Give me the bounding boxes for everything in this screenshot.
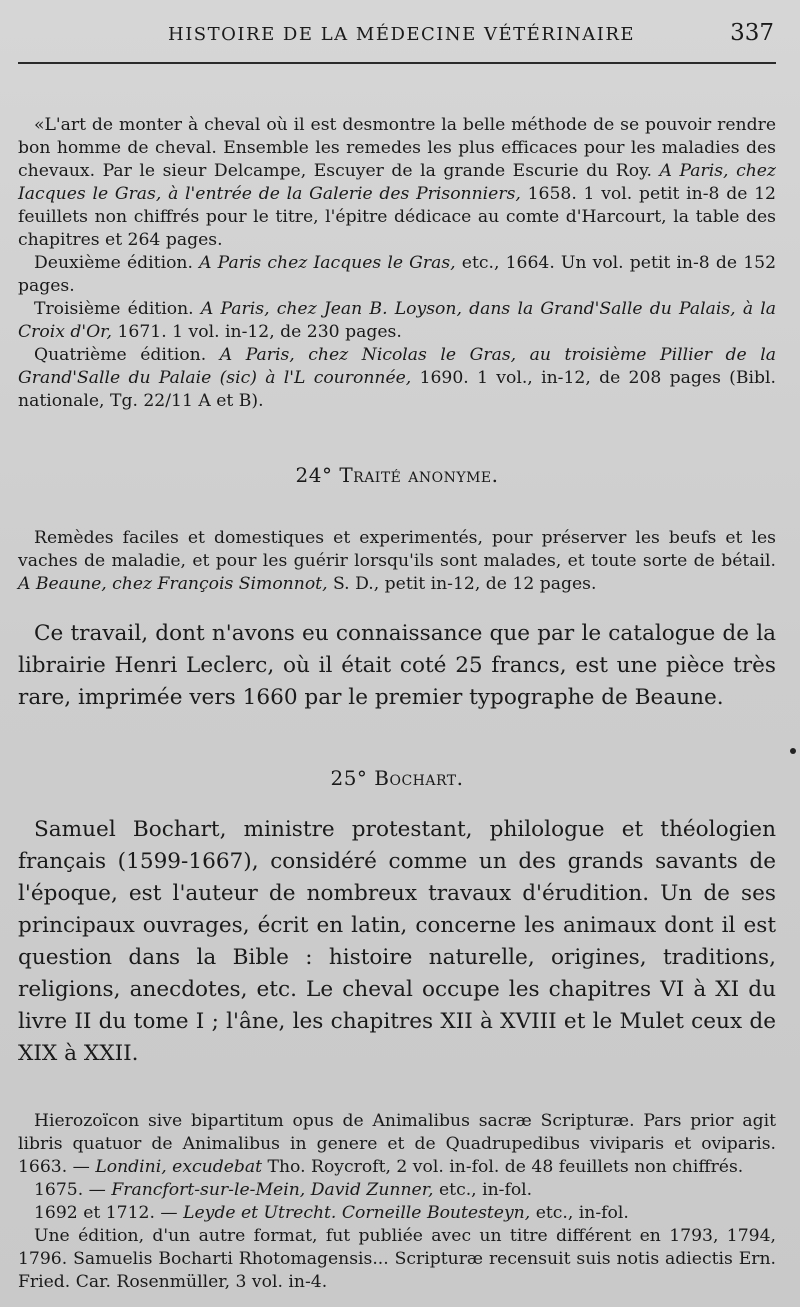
ink-speck <box>790 748 796 754</box>
edition-4: Quatrième édition. A Paris, chez Nicolas le Gras, au troisième Pillier de la Grand'Salle du Palaie (sic) à l'L couronnée, 1690. 1 vol., in-12, de 208 pages (Bibl. nationale, Tg. 22/11 A et B). <box>18 345 776 411</box>
citation-4: Une édition, d'un autre format, fut publiée avec un titre différent en 1793, 1794, 1796. Samuelis Bocharti Rhotomagensis... Scripturæ recensuit suis notis adiectis Ern. Fried. Car. Rosenmüller, 3 vol. in-4. <box>18 1226 776 1292</box>
section-25-paragraph: Samuel Bochart, ministre protestant, philologue et théologien français (1599-1667), considéré comme un des grands savants de l'époque, est l'auteur de nombreux travaux d'érudition. Un de ses principaux ouvrages, écrit en latin, concerne les animaux dont il est question dans la Bible : histoire naturelle, origines, traditions, religions, anecdotes, etc. Le cheval occupe les chapitres VI à XI du livre II du tome I ; l'âne, les chapitres XII à XVIII et le Mulet ceux de XIX à XXII. <box>18 817 776 1066</box>
section-25-heading: 25° Bochart. <box>330 766 464 790</box>
citation-2: 1675. — Francfort-sur-le-Mein, David Zunner, etc., in-fol. <box>34 1180 533 1200</box>
section-24-paragraph: Ce travail, dont n'avons eu connaissance que par le catalogue de la librairie Henri Leclerc, où il était coté 25 francs, est une pièce très rare, imprimée vers 1660 par le premier typographe de Beaune. <box>18 621 776 710</box>
entry-23-citation <box>18 114 776 413</box>
section-24-citation <box>18 527 776 596</box>
citation-1: Hierozoïcon sive bipartitum opus de Animalibus sacræ Scripturæ. Pars prior agit libris quatuor de Animalibus in genere et de Quadrupedibus viviparis et oviparis. 1663. — Londini, excudebat Tho. Roycroft, 2 vol. in-fol. de 48 feuillets non chiffrés. <box>18 1111 776 1177</box>
section-25-citations <box>18 1110 776 1294</box>
citation-3: 1692 et 1712. — Leyde et Utrecht. Corneille Boutesteyn, etc., in-fol. <box>34 1203 629 1223</box>
page-header <box>18 18 776 64</box>
citation-paragraph: Remèdes faciles et domestiques et experimentés, pour préserver les beufs et les vaches de maladie, et pour les guérir lorsqu'ils sont malades, et toute sorte de bétail. A Beaune, chez François Simonnot, S. D., petit in-12, de 12 pages. <box>18 528 776 594</box>
running-title: HISTOIRE DE LA MÉDECINE VÉTÉRINAIRE <box>168 24 636 45</box>
citation-paragraph: «L'art de monter à cheval où il est desmontre la belle méthode de se pouvoir rendre bon homme de cheval. Ensemble les remedes les plus efficaces pour les maladies des chevaux. Par le sieur Delcampe, Escuyer de la grande Escurie du Roy. A Paris, chez Iacques le Gras, à l'entrée de la Galerie des Prisonniers, 1658. 1 vol. petit in-8 de 12 feuillets non chiffrés pour le titre, l'épitre dédicace au comte d'Harcourt, la table des chapitres et 264 pages. <box>18 115 776 250</box>
page-number: 337 <box>730 20 774 46</box>
section-24-heading: 24° Traité anonyme. <box>295 463 499 487</box>
edition-3: Troisième édition. A Paris, chez Jean B. Loyson, dans la Grand'Salle du Palais, à la Croix d'Or, 1671. 1 vol. in-12, de 230 pages. <box>18 299 777 342</box>
edition-2: Deuxième édition. A Paris chez Iacques le Gras, etc., 1664. Un vol. petit in-8 de 152 pages. <box>18 253 776 296</box>
